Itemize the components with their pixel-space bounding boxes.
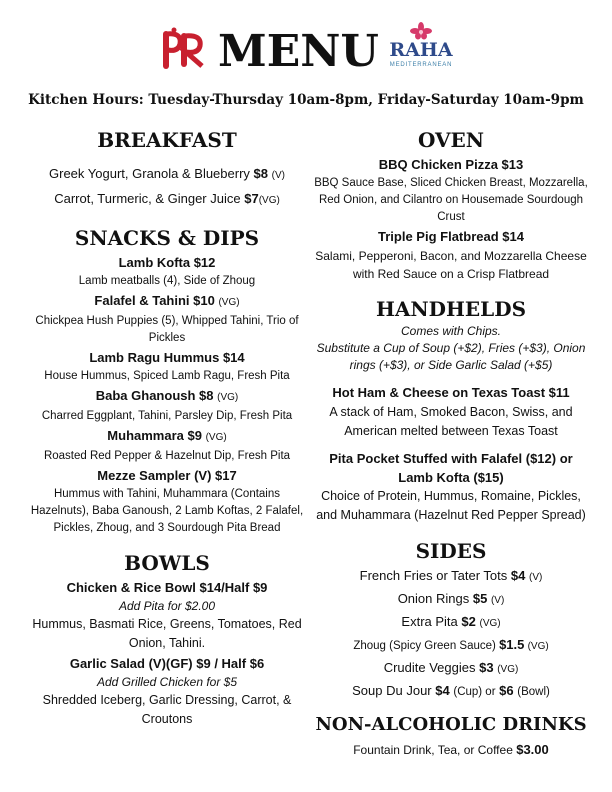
item-description: Chickpea Hush Puppies (5), Whipped Tahini, Trio of Pickles	[35, 315, 299, 344]
menu-item	[312, 382, 590, 441]
item-tag: (V)	[529, 572, 543, 583]
item-name: Greek Yogurt, Granola & Blueberry	[49, 166, 250, 181]
raha-logo-subtitle: MEDITERRANEAN	[389, 62, 453, 68]
raha-logo-name: RAHA	[389, 39, 453, 61]
item-price: $7	[244, 191, 259, 206]
item-price: $5	[472, 591, 488, 606]
item-note: Add Grilled Chicken for $5	[96, 675, 238, 689]
item-name: Onion Rings	[397, 591, 470, 606]
item-price: $8	[253, 166, 268, 181]
item-tag: (VG)	[258, 195, 280, 206]
item-name: Garlic Salad (V)(GF) $9 / Half $6	[69, 656, 265, 671]
item-name: Muhammara $9 (VG)	[107, 428, 227, 443]
item-name: Falafel & Tahini $10 (VG)	[94, 293, 240, 308]
item-price: $3.00	[516, 742, 549, 757]
item-price: $6	[499, 683, 514, 698]
item-description: Shredded Iceberg, Garlic Dressing, Carrot, & Croutons	[42, 693, 292, 726]
item-tag: (VG)	[497, 664, 519, 675]
item-name: Lamb Kofta $12	[118, 255, 216, 270]
menu-item	[312, 657, 590, 680]
item-description: House Hummus, Spiced Lamb Ragu, Fresh Pita	[44, 370, 290, 382]
item-name: Crudite Veggies	[383, 660, 476, 675]
sides-heading: SIDES	[415, 539, 487, 563]
item-name: Chicken & Rice Bowl $14/Half $9	[66, 580, 268, 595]
menu-item	[312, 739, 590, 761]
item-description: A stack of Ham, Smoked Bacon, Swiss, and American melted between Texas Toast	[329, 405, 573, 438]
item-description: Choice of Protein, Hummus, Romaine, Pickles, and Muhammara (Hazelnut Red Pepper Spread)	[316, 489, 586, 522]
item-note: Add Pita for $2.00	[118, 599, 216, 613]
menu-item	[26, 252, 308, 290]
handhelds-substitutions: Substitute a Cup of Soup (+$2), Fries (+$3), Onion rings (+$3), or Side Garlic Salad (+$5)	[316, 341, 586, 372]
handhelds-note: Comes with Chips.	[400, 324, 502, 338]
flower-icon	[409, 22, 433, 40]
item-description: BBQ Sauce Base, Sliced Chicken Breast, Mozzarella, Red Onion, and Cilantro on Housemade Sourdough Crust	[314, 177, 588, 223]
menu-item	[26, 347, 308, 385]
item-description: Lamb meatballs (4), Side of Zhoug	[78, 275, 256, 287]
item-name: Mezze Sampler (V) $17	[97, 468, 237, 483]
menu-item	[26, 187, 308, 212]
menu-item	[312, 680, 590, 703]
item-name: French Fries or Tater Tots	[359, 568, 508, 583]
item-name: Carrot, Turmeric, & Ginger Juice	[54, 191, 241, 206]
item-name: Extra Pita	[401, 614, 458, 629]
handhelds-heading: HANDHELDS	[375, 297, 527, 321]
menu-item	[312, 588, 590, 611]
breakfast-heading: BREAKFAST	[97, 128, 237, 152]
item-name: Fountain Drink, Tea, or Coffee	[353, 743, 513, 757]
item-price: $4	[510, 568, 526, 583]
item-name: Hot Ham & Cheese on Texas Toast $11	[332, 385, 570, 400]
menu-item	[26, 577, 308, 653]
menu-item	[26, 425, 308, 465]
bowls-heading: BOWLS	[124, 551, 210, 575]
menu-item	[26, 465, 308, 537]
kitchen-hours: Kitchen Hours: Tuesday-Thursday 10am-8pm, Friday-Saturday 10am-9pm	[28, 92, 584, 108]
item-price: $4	[435, 683, 450, 698]
item-price: $1.5	[499, 637, 525, 652]
item-name: Triple Pig Flatbread $14	[378, 229, 524, 244]
item-unit: (Cup) or	[453, 686, 496, 698]
page-title: MENU	[218, 26, 379, 77]
item-description: Hummus, Basmati Rice, Greens, Tomatoes, Red Onion, Tahini.	[32, 617, 302, 650]
snacks-heading: SNACKS & DIPS	[74, 226, 260, 250]
oven-heading: OVEN	[417, 128, 485, 152]
item-tag: (VG)	[527, 641, 549, 652]
item-description: Hummus with Tahini, Muhammara (Contains Hazelnuts), Baba Ganoush, 2 Lamb Koftas, 2 Falafel, Pickles, Zhoug, and 3 Sourdough Pita Bread	[30, 488, 304, 534]
drinks-heading: NON-ALCOHOLIC DRINKS	[315, 714, 587, 735]
menu-item	[312, 154, 590, 226]
item-tag: (V)	[490, 595, 505, 606]
menu-item	[26, 162, 308, 187]
menu-item	[312, 449, 590, 525]
menu-item	[312, 611, 590, 634]
item-tag: (VG)	[479, 618, 501, 629]
item-description: Salami, Pepperoni, Bacon, and Mozzarella Cheese with Red Sauce on a Crisp Flatbread	[315, 249, 587, 281]
menu-item	[26, 290, 308, 347]
item-unit: (Bowl)	[517, 686, 550, 698]
menu-item	[312, 634, 590, 657]
right-column	[312, 126, 590, 761]
raha-logo	[386, 22, 456, 78]
item-name: Baba Ghanoush $8 (VG)	[95, 388, 239, 403]
left-column	[26, 126, 308, 729]
item-price: $2	[461, 614, 476, 629]
item-name: Pita Pocket Stuffed with Falafel ($12) or Lamb Kofta ($15)	[329, 451, 573, 485]
menu-item	[26, 653, 308, 729]
item-price: $3	[479, 660, 494, 675]
menu-header	[0, 20, 612, 82]
menu-item	[312, 226, 590, 283]
item-name: BBQ Chicken Pizza $13	[378, 157, 524, 172]
item-description: Charred Eggplant, Tahini, Parsley Dip, Fresh Pita	[41, 410, 293, 422]
item-name: Lamb Ragu Hummus $14	[89, 350, 245, 365]
menu-item	[312, 565, 590, 588]
menu-item	[26, 385, 308, 425]
item-name: Zhoug (Spicy Green Sauce)	[353, 640, 496, 652]
item-tag: (V)	[271, 170, 285, 181]
item-name: Soup Du Jour	[352, 683, 432, 698]
pr-logo	[160, 26, 210, 72]
item-description: Roasted Red Pepper & Hazelnut Dip, Fresh Pita	[43, 450, 291, 462]
